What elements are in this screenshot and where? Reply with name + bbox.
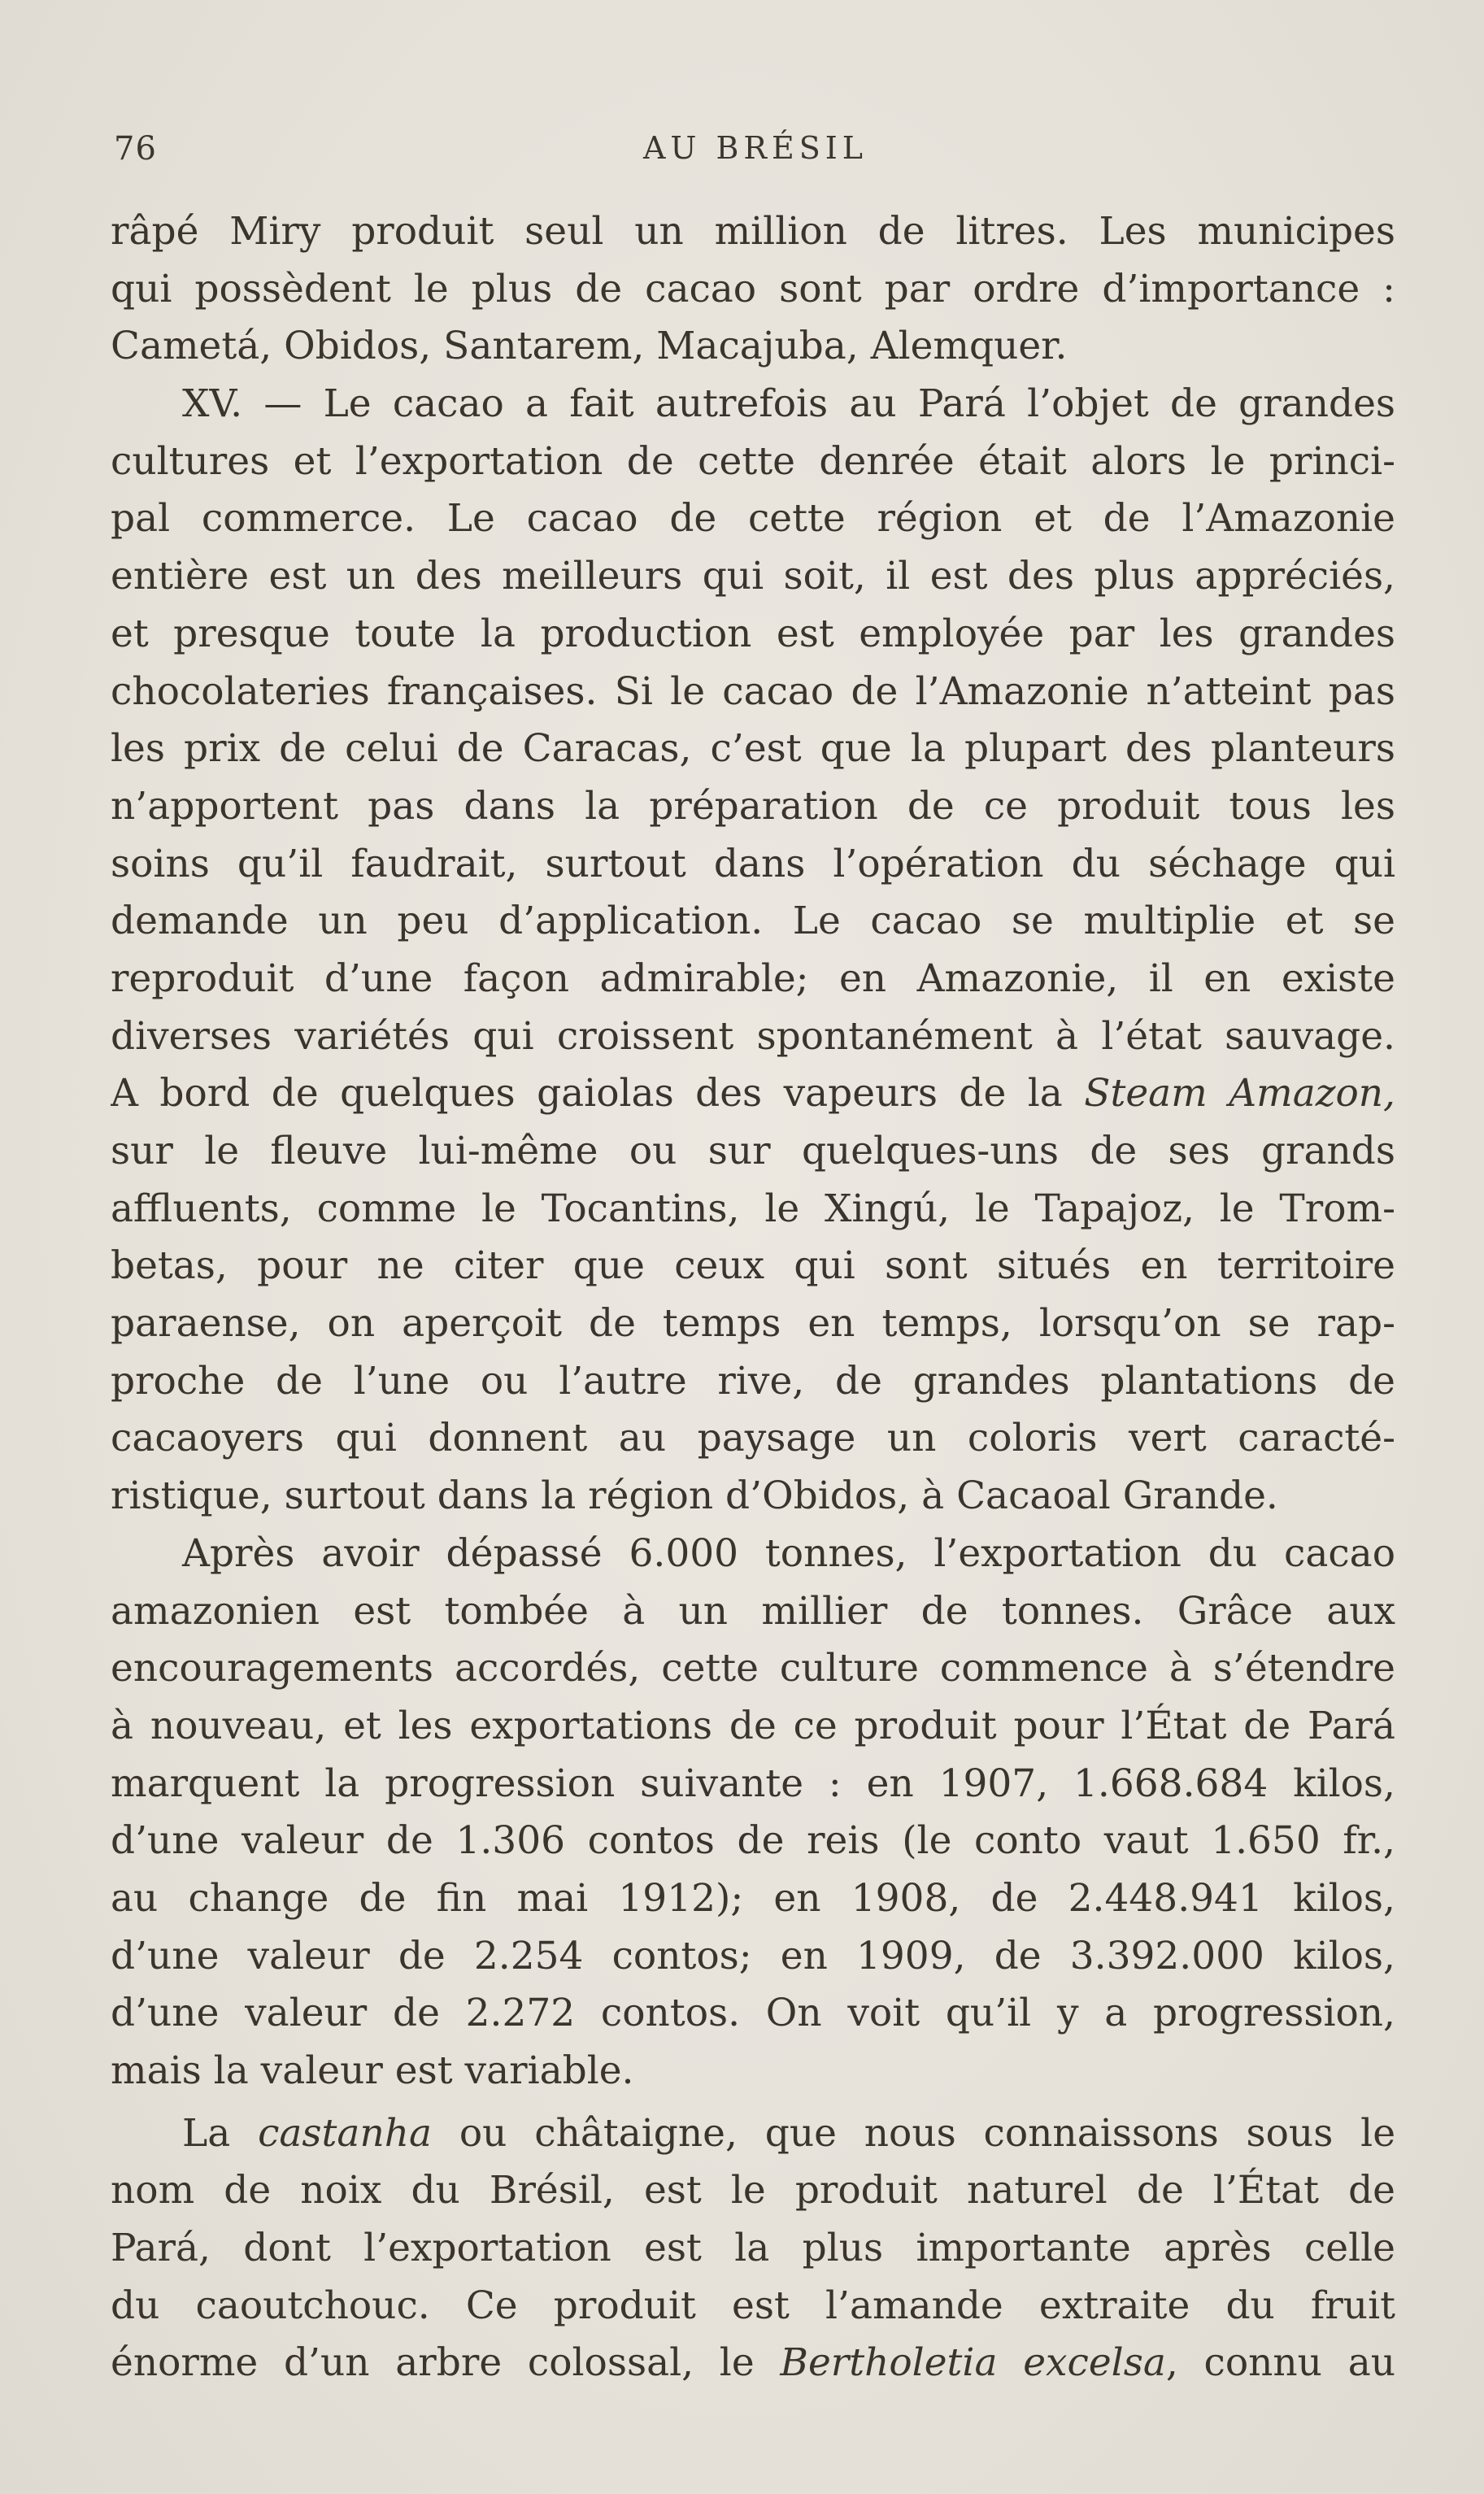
text-segment: La <box>182 2110 259 2156</box>
text-line: Pará, dont l’exportation est la plus importante après celle <box>111 2226 1395 2271</box>
text-line: d’une valeur de 2.254 contos; en 1909, de 3.392.000 kilos, <box>111 1933 1395 1978</box>
text-segment: A bord de quelques gaiolas des vapeurs de la <box>111 1071 1085 1116</box>
text-line: d’une valeur de 1.306 contos de reis (le conto vaut 1.650 fr., <box>111 1818 1395 1864</box>
running-title: AU BRÉSIL <box>642 130 868 166</box>
text-line-with-italic <box>111 2335 1395 2392</box>
text-line-with-italic <box>111 2105 1395 2163</box>
text-segment: ou châtaigne, que nous connaissons sous le <box>432 2110 1395 2156</box>
italic-title-steam-amazon: Steam Amazon, <box>1084 1071 1395 1116</box>
text-line: reproduit d’une façon admirable; en Amazonie, il en existe <box>111 955 1395 1001</box>
text-segment: , connu au <box>1165 2340 1395 2386</box>
text-line: d’une valeur de 2.272 contos. On voit qu’il y a progression, <box>111 1991 1395 2036</box>
page-header <box>114 130 1397 179</box>
text-line: n’apportent pas dans la préparation de ce produit tous les <box>111 783 1395 829</box>
text-line: qui possèdent le plus de cacao sont par ordre d’importance : <box>111 266 1395 311</box>
text-line: soins qu’il faudrait, surtout dans l’opération du séchage qui <box>111 841 1395 886</box>
text-line: pal commerce. Le cacao de cette région et de l’Amazonie <box>111 496 1395 542</box>
text-line: et presque toute la production est employée par les grandes <box>111 611 1395 656</box>
text-line: mais la valeur est variable. <box>111 2048 634 2093</box>
text-line: XV. — Le cacao a fait autrefois au Pará l’objet de grandes <box>182 381 1395 427</box>
text-line: cacaoyers qui donnent au paysage un coloris vert caracté- <box>111 1416 1395 1461</box>
text-line: amazonien est tombée à un millier de tonnes. Grâce aux <box>111 1588 1395 1634</box>
text-line: au change de fin mai 1912); en 1908, de 2.448.941 kilos, <box>111 1875 1395 1921</box>
text-segment: énorme d’un arbre colossal, le <box>111 2340 781 2386</box>
text-line: demande un peu d’application. Le cacao se multiplie et se <box>111 899 1395 944</box>
text-line: cultures et l’exportation de cette denrée était alors le princi- <box>111 438 1395 484</box>
text-line: du caoutchouc. Ce produit est l’amande extraite du fruit <box>111 2283 1395 2328</box>
text-line: Cametá, Obidos, Santarem, Macajuba, Alemquer. <box>111 324 1068 369</box>
text-line: proche de l’une ou l’autre rive, de grandes plantations de <box>111 1358 1395 1404</box>
text-line: betas, pour ne citer que ceux qui sont situés en territoire <box>111 1243 1395 1289</box>
text-line: marquent la progression suivante : en 1907, 1.668.684 kilos, <box>111 1761 1395 1806</box>
body-text <box>111 203 1395 2392</box>
text-line: paraense, on aperçoit de temps en temps, lorsqu’on se rap- <box>111 1301 1395 1347</box>
text-line: ristique, surtout dans la région d’Obidos, à Cacaoal Grande. <box>111 1473 1278 1519</box>
text-line: affluents, comme le Tocantins, le Xingú, le Tapajoz, le Trom- <box>111 1186 1395 1231</box>
text-line: encouragements accordés, cette culture commence à s’étendre <box>111 1646 1395 1691</box>
text-line: entière est un des meilleurs qui soit, il est des plus appréciés, <box>111 554 1395 599</box>
text-line: à nouveau, et les exportations de ce produit pour l’État de Pará <box>111 1703 1395 1748</box>
italic-species-name: Bertholetia excelsa <box>780 2340 1166 2386</box>
page-number: 76 <box>114 130 157 168</box>
text-line: chocolateries françaises. Si le cacao de l’Amazonie n’atteint pas <box>111 668 1395 714</box>
text-line: râpé Miry produit seul un million de litres. Les municipes <box>111 209 1395 254</box>
text-line-with-italic <box>111 1065 1395 1123</box>
text-line: nom de noix du Brésil, est le produit naturel de l’État de <box>111 2168 1395 2213</box>
text-line: sur le fleuve lui-même ou sur quelques-uns de ses grands <box>111 1129 1395 1173</box>
text-line: diverses variétés qui croissent spontanément à l’état sauvage. <box>111 1013 1395 1059</box>
text-line: les prix de celui de Caracas, c’est que la plupart des planteurs <box>111 726 1395 772</box>
text-line: Après avoir dépassé 6.000 tonnes, l’exportation du cacao <box>182 1530 1395 1576</box>
italic-term-castanha: castanha <box>258 2110 433 2156</box>
